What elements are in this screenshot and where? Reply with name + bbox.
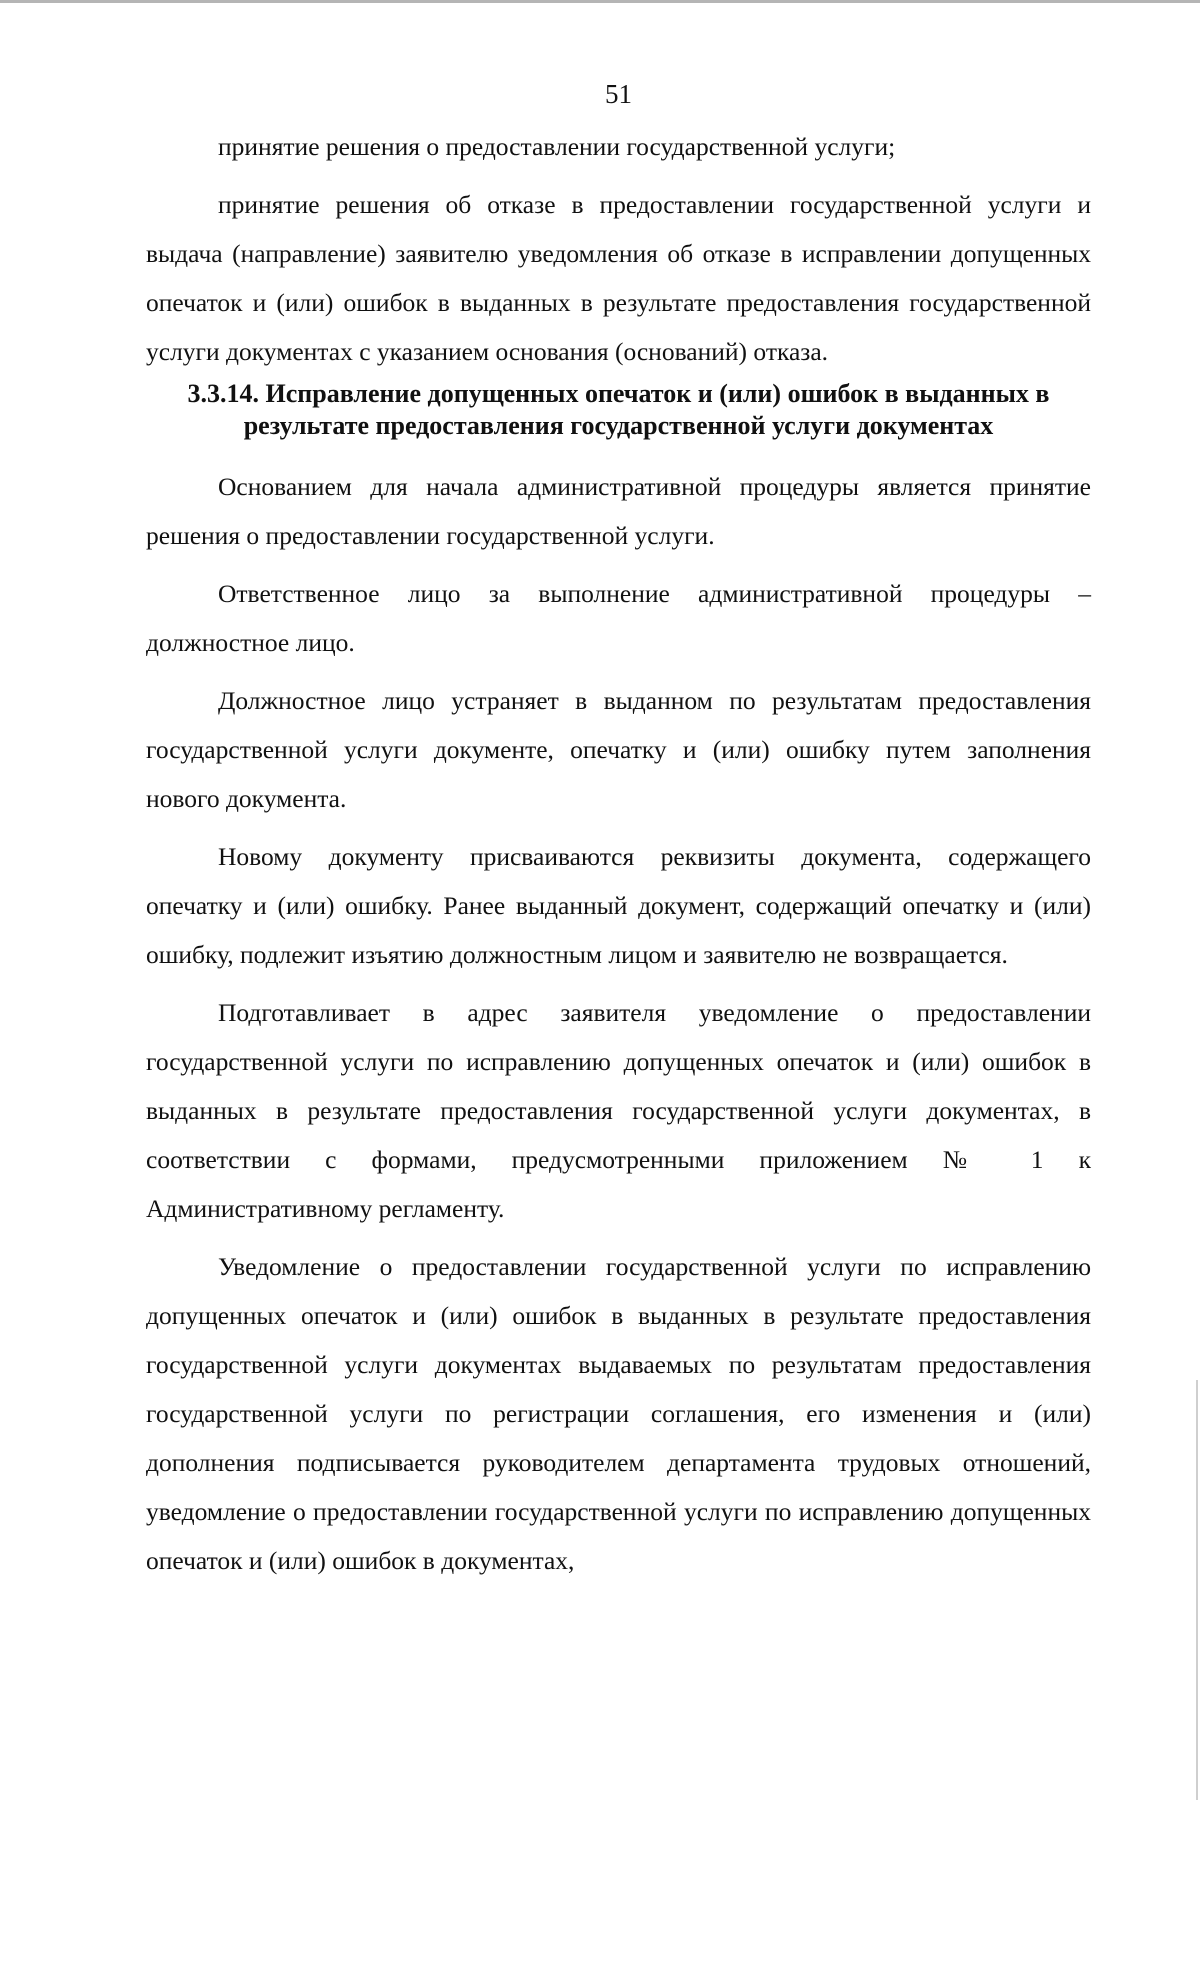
paragraph-new-document: Новому документу присваиваются реквизиты документа, содержащего опечатку и (или) ошибку. Ранее выданный документ, содержащий опечатку и (или) ошибку, подлежит изъятию должностным лицом и заявителю не возвращается. (146, 842, 1091, 969)
paragraph-notification-prepare: Подготавливает в адрес заявителя уведомление о предоставлении государственной услуги по исправлению допущенных опечаток и (или) ошибок в выданных в результате предоставления государственной услуги документах, в соответствии с формами, предусмотренными приложением № 1 к Административному регламенту. (146, 998, 1091, 1223)
scan-right-edge (1196, 1380, 1198, 1800)
paragraph-decision-grant: принятие решения о предоставлении государственной услуги; (218, 132, 896, 161)
paragraph-decision-refusal: принятие решения об отказе в предоставлении государственной услуги и выдача (направление) заявителю уведомления об отказе в исправлении допущенных опечаток и (или) ошибок в выданных в результате предоставления государственной услуги документах с указанием основания (оснований) отказа. (146, 190, 1091, 366)
paragraph-notification-signing: Уведомление о предоставлении государственной услуги по исправлению допущенных опечаток и (или) ошибок в выданных в результате предоставления государственной услуги документах выдаваемых по результатам предоставления государственной услуги по регистрации соглашения, его изменения и (или) дополнения подписывается руководителем департамента трудовых отношений, уведомление о предоставлении государственной услуги по исправлению допущенных опечаток и (или) ошибок в документах, (146, 1252, 1091, 1575)
page-number: 51 (605, 79, 632, 109)
paragraph-responsible-person: Ответственное лицо за выполнение административной процедуры – должностное лицо. (146, 579, 1091, 657)
section-heading: 3.3.14. Исправление допущенных опечаток и (или) ошибок в выданных в результате предоставления государственной услуги документах (187, 379, 1050, 440)
paragraph-basis: Основанием для начала административной процедуры является принятие решения о предоставлении государственной услуги. (146, 472, 1091, 550)
scan-top-border (0, 0, 1200, 3)
paragraph-correction: Должностное лицо устраняет в выданном по результатам предоставления государственной услуги документе, опечатку и (или) ошибку путем заполнения нового документа. (146, 686, 1091, 813)
document-body (146, 74, 1091, 1585)
